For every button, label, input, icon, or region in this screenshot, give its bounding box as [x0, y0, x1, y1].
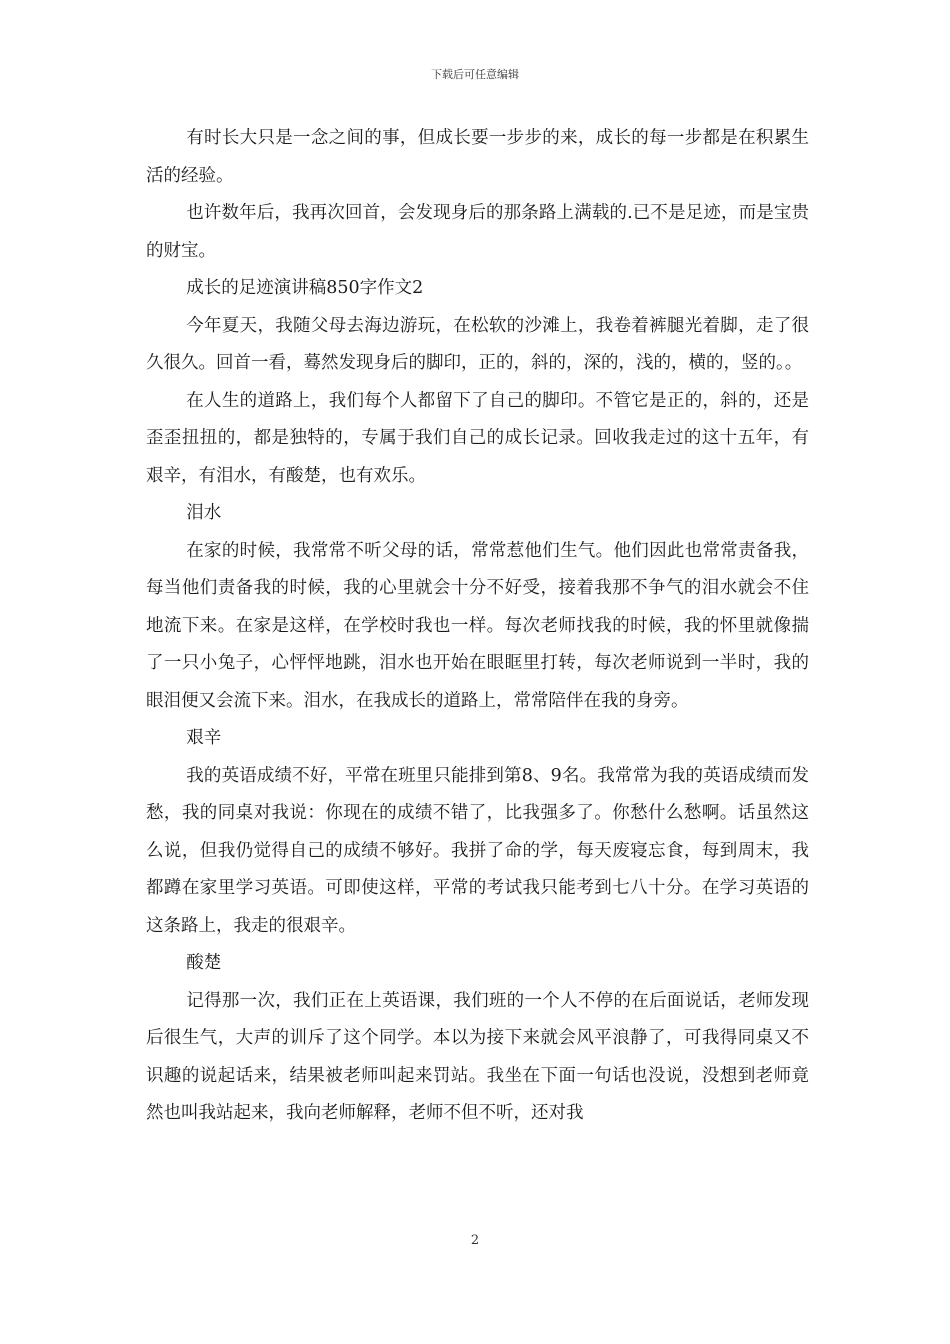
paragraph-1: 有时长大只是一念之间的事，但成长要一步步的来，成长的每一步都是在积累生活的经验。	[146, 128, 809, 186]
paragraph-6: 我的英语成绩不好，平常在班里只能排到第8、9名。我常常为我的英语成绩而发愁，我的同桌对我说：你现在的成绩不错了，比我强多了。你愁什么愁啊。话虽然这么说，但我仍觉得自己的成绩不够好。我拼了命的学，每天废寝忘食，每到周末，我都蹲在家里学习英语。可即使这样，平常的考试我只能考到七八十分。在学习英语的这条路上，我走的很艰辛。	[146, 765, 809, 936]
paragraph-2: 也许数年后，我再次回首，会发现身后的那条路上满载的.已不是足迹，而是宝贵的财宝。	[146, 203, 809, 261]
document-body	[146, 120, 809, 1133]
section-heading-hardship: 艰辛	[186, 728, 222, 748]
page-number: 2	[470, 1233, 480, 1248]
paragraph-4: 在人生的道路上，我们每个人都留下了自己的脚印。不管它是正的，斜的，还是歪歪扭扭的，都是独特的，专属于我们自己的成长记录。回收我走过的这十五年，有艰辛，有泪水，有酸楚，也有欢乐。	[146, 390, 809, 486]
paragraph-5: 在家的时候，我常常不听父母的话，常常惹他们生气。他们因此也常常责备我，每当他们责备我的时候，我的心里就会十分不好受，接着我那不争气的泪水就会不住地流下来。在家是这样，在学校时我也一样。每次老师找我的时候，我的怀里就像揣了一只小兔子，心怦怦地跳，泪水也开始在眼眶里打转，每次老师说到一半时，我的眼泪便又会流下来。泪水，在我成长的道路上，常常陪伴在我的身旁。	[146, 540, 809, 711]
paragraph-3: 今年夏天，我随父母去海边游玩，在松软的沙滩上，我卷着裤腿光着脚，走了很久很久。回首一看，蓦然发现身后的脚印，正的，斜的，深的，浅的，横的，竖的。。	[146, 315, 809, 373]
section-heading-sour: 酸楚	[186, 953, 222, 973]
page-header: 下载后可任意编辑	[431, 68, 519, 81]
section-heading-tears: 泪水	[186, 503, 222, 523]
essay-title-2: 成长的足迹演讲稿850字作文2	[186, 278, 424, 298]
paragraph-7: 记得那一次，我们正在上英语课，我们班的一个人不停的在后面说话，老师发现后很生气，大声的训斥了这个同学。本以为接下来就会风平浪静了，可我得同桌又不识趣的说起话来，结果被老师叫起来罚站。我坐在下面一句话也没说，没想到老师竟然也叫我站起来，我向老师解释，老师不但不听，还对我	[146, 990, 809, 1123]
